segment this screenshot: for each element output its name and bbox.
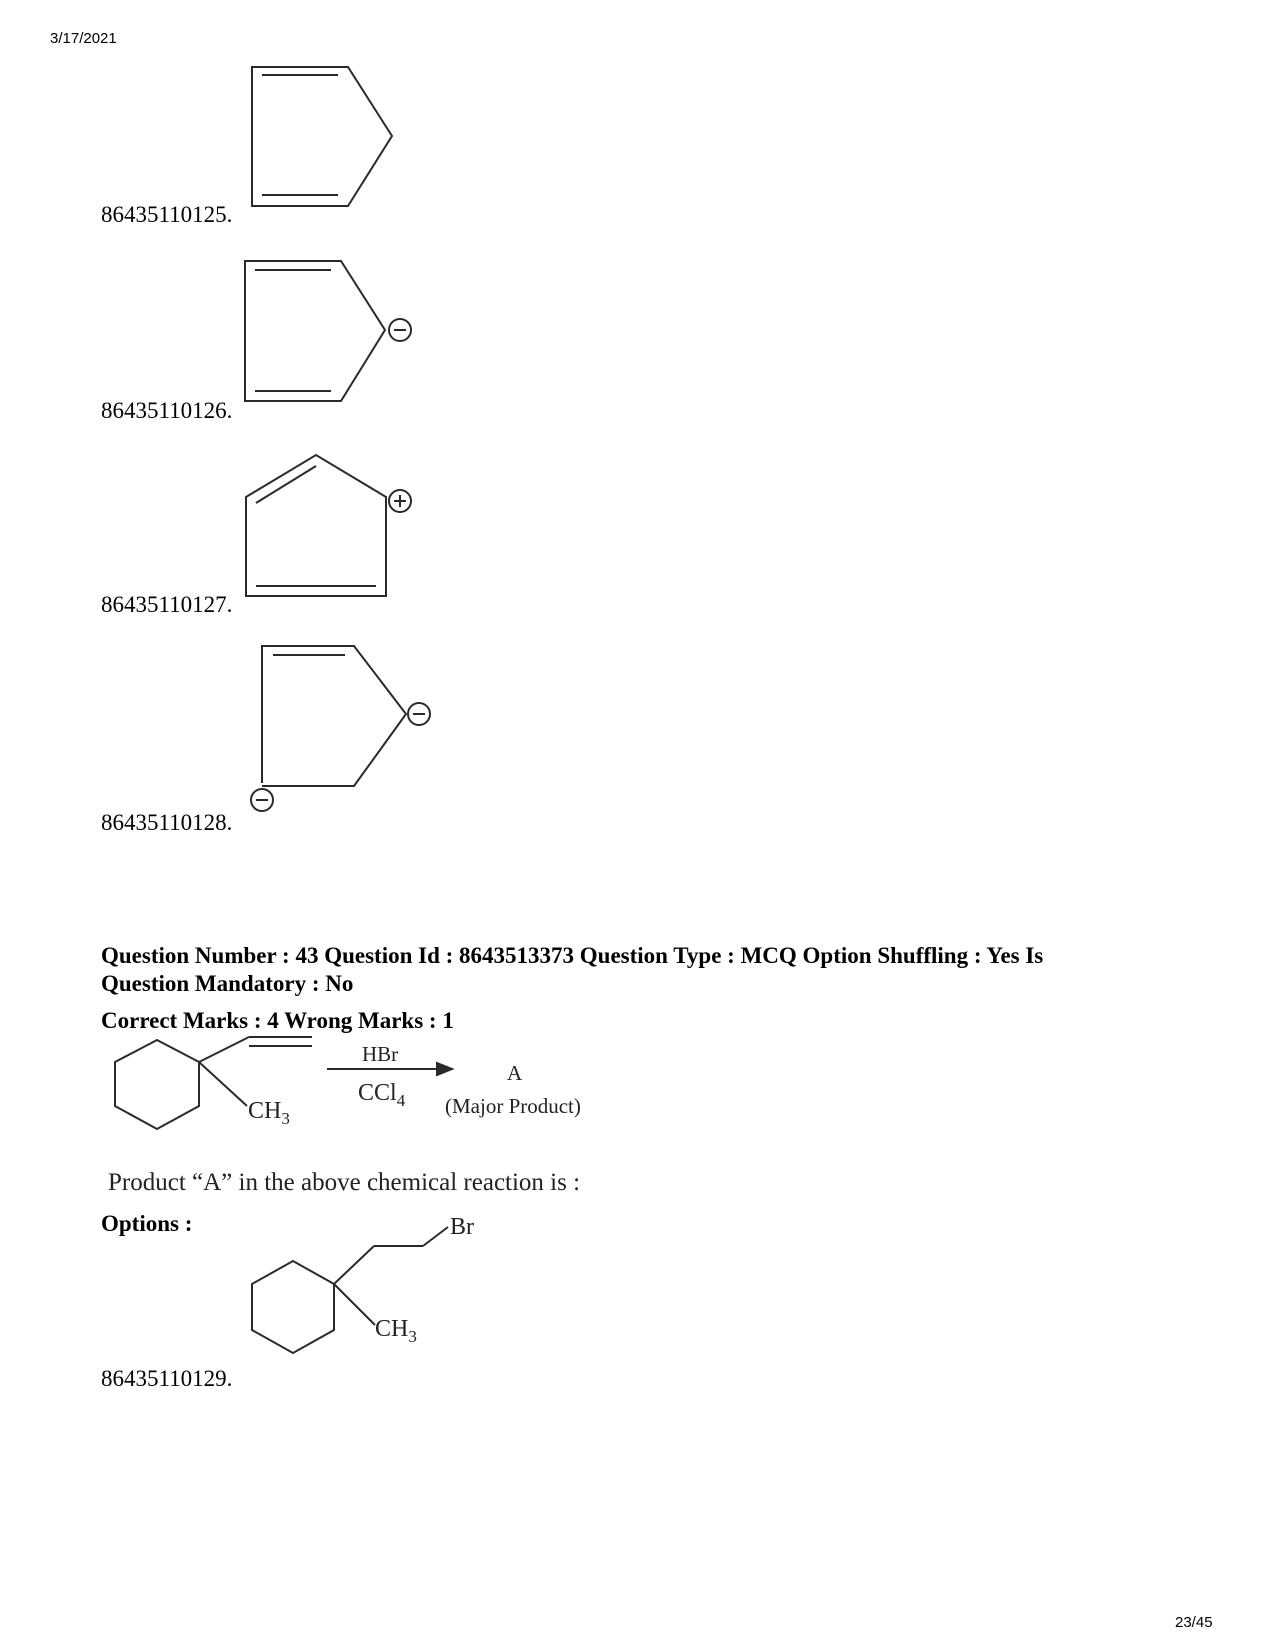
page-number: 23/45 <box>1175 1614 1213 1631</box>
options-label: Options : <box>101 1211 193 1236</box>
cyclopentadiene-structure <box>250 62 410 217</box>
reagent-ccl4: CCl$_4$ <box>358 1080 406 1110</box>
product-label: A <box>507 1061 523 1085</box>
question-header-line2: Question Mandatory : No <box>101 971 354 996</box>
bromine-label: Br <box>450 1214 474 1240</box>
question-text: Product “A” in the above chemical reaction is : <box>108 1169 581 1196</box>
option-id: 86435110127. <box>101 592 233 617</box>
cyclopentadienyl-cation-structure <box>243 450 423 610</box>
cyclopentenyl-dianion-structure <box>247 640 447 830</box>
option-id: 86435110125. <box>101 202 233 227</box>
cyclohexane-ring <box>115 1040 199 1129</box>
bromoethyl-methylcyclohexane-structure <box>250 1214 510 1394</box>
reagent-hbr: HBr <box>362 1042 399 1066</box>
cyclopentadienyl-anion-structure <box>243 258 423 413</box>
question-header <box>101 942 1181 998</box>
methyl-label: $CH_3$ <box>248 1098 290 1128</box>
methyl-label: $CH_3$ <box>375 1316 417 1346</box>
product-note: (Major Product) <box>445 1094 581 1118</box>
question-header-line1: Question Number : 43 Question Id : 8643513373 Question Type : MCQ Option Shuffling : Yes Is <box>101 943 1044 968</box>
reaction-scheme <box>100 1028 660 1163</box>
option-id: 86435110126. <box>101 398 233 423</box>
question-marks: Correct Marks : 4 Wrong Marks : 1 <box>101 1008 454 1033</box>
option-id: 86435110128. <box>101 810 233 835</box>
option-id: 86435110129. <box>101 1366 233 1391</box>
print-date: 3/17/2021 <box>50 30 117 47</box>
